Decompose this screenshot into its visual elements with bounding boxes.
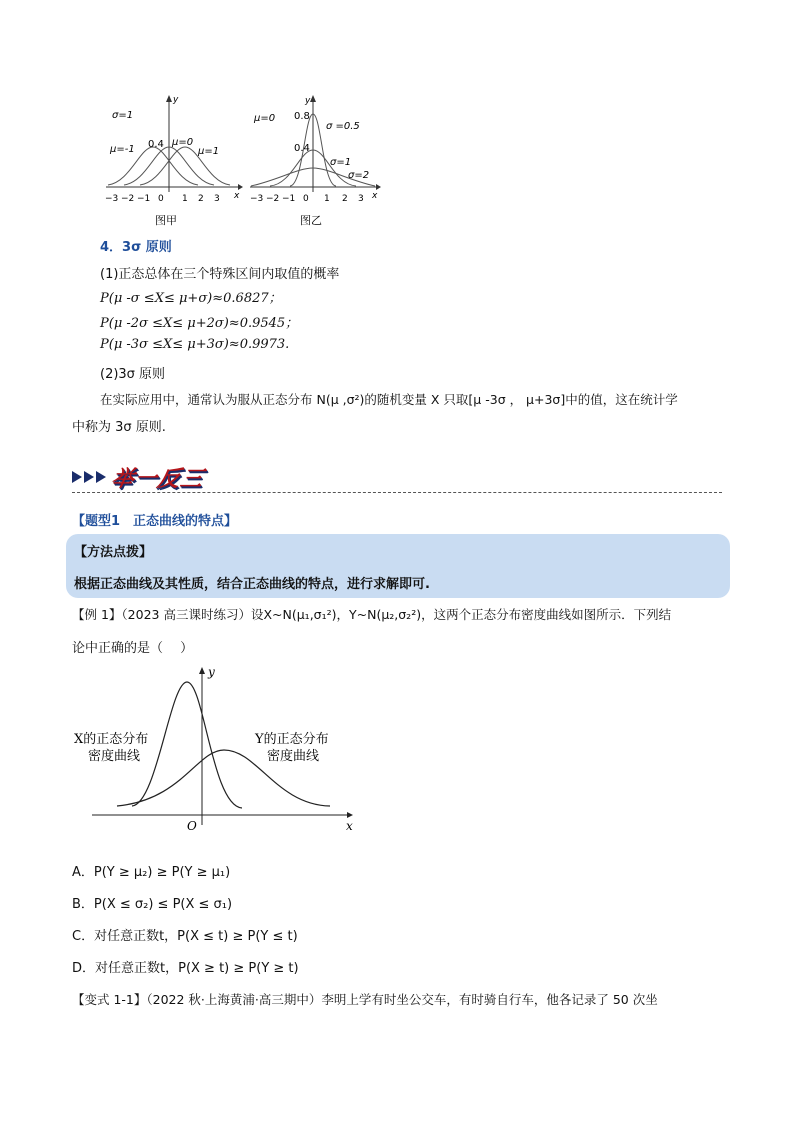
sigma-label-2: σ=1	[330, 157, 352, 168]
sigma-label-1: σ =0.5	[326, 121, 360, 132]
example-line-1: 【例 1】（2023 高三课时练习）设X~N(μ₁,σ₁²)，Y~N(μ₂,σ₂²)，这两个正态分布密度曲线如图所示．下列结	[72, 607, 672, 622]
axis-x-label: x	[372, 191, 378, 201]
y-axis-arrow	[166, 95, 172, 102]
tick-label: 2	[198, 194, 204, 204]
tick-label: 3	[214, 194, 220, 204]
y-axis-arrow	[199, 667, 205, 674]
x-axis-arrow	[238, 184, 243, 190]
x-axis-arrow	[376, 184, 381, 190]
tick-label: −3	[105, 194, 119, 204]
option-c: C．对任意正数t，P(X ≤ t) ≥ P(Y ≤ t)	[72, 929, 298, 944]
tick-label: 3	[358, 194, 364, 204]
curve-x	[132, 682, 242, 808]
option-d: D．对任意正数t，P(X ≥ t) ≥ P(Y ≥ t)	[72, 961, 299, 976]
method-title: 【方法点拨】	[74, 545, 153, 560]
tick-label: −2	[121, 194, 135, 204]
tick-label: −2	[266, 194, 280, 204]
formula-3: P(μ -3σ ≤X≤ μ+3σ)≈0.9973.	[100, 337, 290, 352]
peak-label: 0.4	[148, 139, 164, 150]
y-curve-label-2: 密度曲线	[267, 749, 320, 764]
tick-label: −1	[282, 194, 296, 204]
peak-label-1: 0.8	[294, 111, 310, 122]
option-a: A．P(Y ≥ μ₂) ≥ P(Y ≥ μ₁)	[72, 865, 231, 880]
figure-right	[248, 92, 383, 232]
mu-label-3: μ=1	[198, 146, 220, 157]
figure-caption: 图甲	[155, 214, 177, 227]
axis-y-label: y	[208, 665, 215, 679]
mu-label-1: μ=-1	[110, 144, 135, 155]
axis-y-label: y	[173, 95, 179, 105]
formula-2: P(μ -2σ ≤X≤ μ+2σ)≈0.9545；	[100, 316, 299, 331]
axis-x-label: x	[234, 191, 240, 201]
x-curve-label-2: 密度曲线	[88, 749, 141, 764]
origin-label: O	[187, 819, 197, 833]
tick-label: 0	[158, 194, 164, 204]
tick-label: 1	[182, 194, 188, 204]
figure-left	[100, 92, 245, 232]
tick-label: 1	[324, 194, 330, 204]
example-line-2: 论中正确的是（ ）	[72, 641, 194, 656]
paragraph-line-2: 中称为 3σ 原则.	[72, 420, 166, 435]
tick-label: −3	[250, 194, 264, 204]
tick-label: 0	[303, 194, 309, 204]
banner-title: 举一反三	[108, 467, 207, 492]
axis-y-label: y	[305, 96, 311, 106]
mu-label: μ=0	[254, 113, 276, 124]
mu-label-2: μ=0	[172, 137, 194, 148]
divider	[72, 492, 722, 493]
tick-label: 2	[342, 194, 348, 204]
option-b: B．P(X ≤ σ₂) ≤ P(X ≤ σ₁)	[72, 897, 233, 912]
y-axis-arrow	[310, 95, 316, 102]
subsection-2: (2)3σ 原则	[100, 367, 166, 382]
section-heading: 4．3σ 原则	[100, 240, 172, 255]
banner-arrows-icon	[72, 468, 112, 486]
tick-label: −1	[137, 194, 151, 204]
x-curve-label-1: X的正态分布	[74, 732, 149, 747]
method-text: 根据正态曲线及其性质，结合正态曲线的特点，进行求解即可.	[74, 577, 430, 592]
example-graph	[72, 660, 372, 840]
axis-x-label: x	[346, 819, 353, 833]
peak-label-2: 0.4	[294, 143, 310, 154]
figure-caption: 图乙	[300, 214, 322, 227]
y-curve-label-1: Y的正态分布	[255, 732, 329, 747]
x-axis-arrow	[347, 812, 353, 818]
sigma-label: σ=1	[112, 110, 134, 121]
method-box	[66, 534, 730, 598]
paragraph-line-1: 在实际应用中，通常认为服从正态分布 N(μ ,σ²)的随机变量 X 只取[μ -3σ ， μ+3σ]中的值，这在统计学	[100, 392, 678, 407]
sigma-label-3: σ=2	[348, 170, 370, 181]
topic-heading: 【题型1 正态曲线的特点】	[72, 514, 238, 529]
subsection-1: (1)正态总体在三个特殊区间内取值的概率	[100, 267, 340, 282]
variant-line-1: 【变式 1-1】（2022 秋·上海黄浦·高三期中）李明上学有时坐公交车，有时骑自行车，他各记录了 50 次坐	[72, 992, 658, 1007]
formula-1: P(μ -σ ≤X≤ μ+σ)≈0.6827；	[100, 291, 282, 306]
